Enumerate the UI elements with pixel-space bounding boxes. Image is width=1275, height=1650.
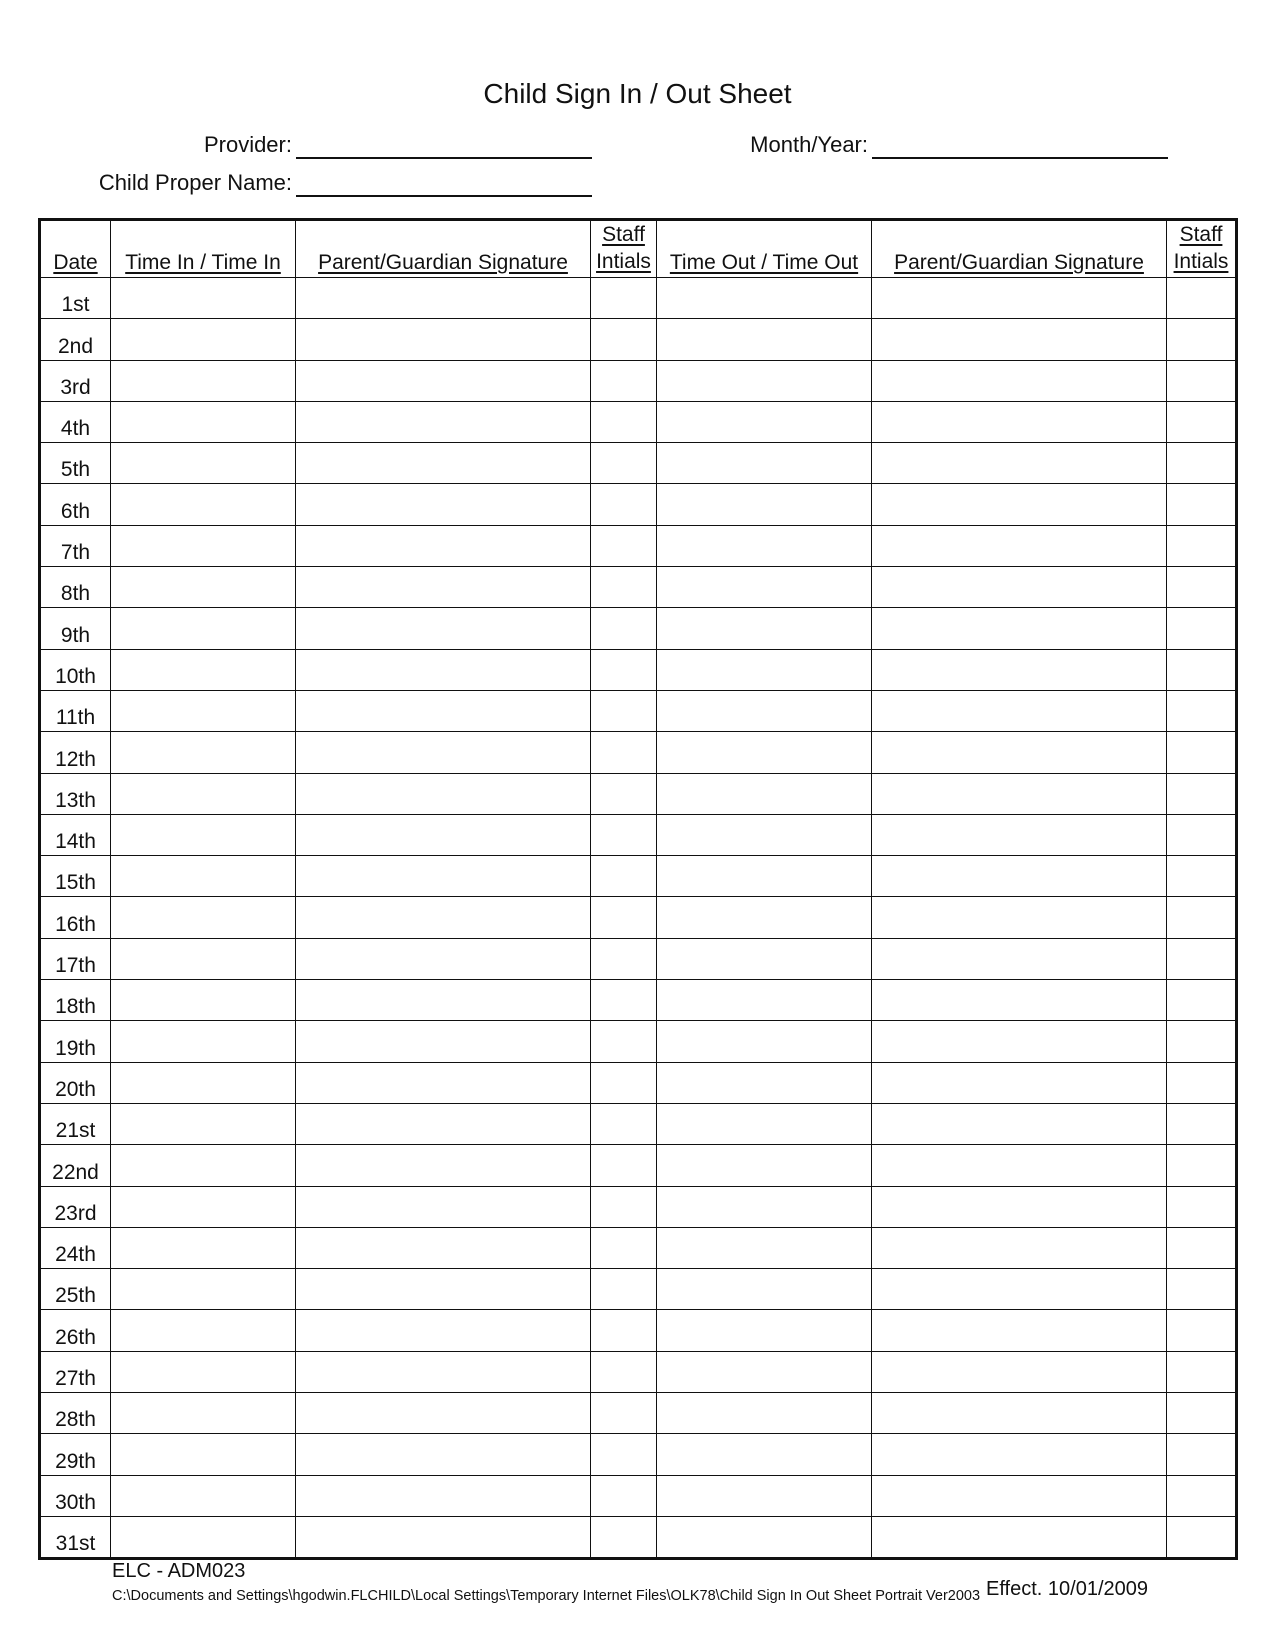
staff-initials-out-cell[interactable] [1167,1516,1237,1558]
staff-initials-in-cell[interactable] [591,1269,657,1310]
date-cell: 20th [40,1062,111,1103]
time-out-cell[interactable] [657,360,872,401]
parent-signature-in-cell[interactable] [296,319,591,360]
staff-initials-in-cell[interactable] [591,608,657,649]
time-in-cell[interactable] [111,608,296,649]
parent-signature-out-cell[interactable] [872,938,1167,979]
time-out-cell[interactable] [657,980,872,1021]
table-row [40,443,1237,484]
staff-initials-out-cell[interactable] [1167,1310,1237,1351]
parent-signature-in-cell[interactable] [296,1186,591,1227]
parent-signature-out-cell[interactable] [872,773,1167,814]
time-in-cell[interactable] [111,1227,296,1268]
table-row [40,1269,1237,1310]
table-row [40,360,1237,401]
file-path: C:\Documents and Settings\hgodwin.FLCHILD\Local Settings\Temporary Internet Files\OLK78\Child Sign In Out Sheet Portrait Ver2003 [112,1588,981,1604]
date-cell: 15th [40,856,111,897]
time-in-cell[interactable] [111,567,296,608]
parent-signature-out-cell[interactable] [872,443,1167,484]
parent-signature-out-cell[interactable] [872,897,1167,938]
staff-initials-out-cell[interactable] [1167,1269,1237,1310]
parent-signature-in-cell[interactable] [296,980,591,1021]
parent-signature-out-cell[interactable] [872,1351,1167,1392]
time-in-cell[interactable] [111,856,296,897]
staff-initials-out-cell[interactable] [1167,938,1237,979]
parent-signature-out-cell[interactable] [872,1021,1167,1062]
date-cell: 5th [40,443,111,484]
date-cell: 11th [40,690,111,731]
parent-signature-out-cell[interactable] [872,319,1167,360]
time-out-cell[interactable] [657,1103,872,1144]
time-out-cell[interactable] [657,1393,872,1434]
parent-signature-in-cell[interactable] [296,897,591,938]
table-row [40,814,1237,855]
time-in-cell[interactable] [111,1434,296,1475]
time-out-cell[interactable] [657,484,872,525]
table-row [40,1062,1237,1103]
parent-signature-in-cell[interactable] [296,1351,591,1392]
time-in-cell[interactable] [111,1269,296,1310]
staff-initials-in-cell[interactable] [591,773,657,814]
time-out-cell[interactable] [657,773,872,814]
parent-signature-in-cell[interactable] [296,608,591,649]
parent-signature-in-cell[interactable] [296,401,591,442]
date-cell: 23rd [40,1186,111,1227]
staff-initials-in-cell[interactable] [591,1186,657,1227]
time-out-cell[interactable] [657,1145,872,1186]
parent-signature-out-cell[interactable] [872,1434,1167,1475]
time-out-cell[interactable] [657,1062,872,1103]
staff-initials-in-cell[interactable] [591,1310,657,1351]
staff-initials-out-cell[interactable] [1167,608,1237,649]
table-row [40,1021,1237,1062]
time-in-cell[interactable] [111,897,296,938]
parent-signature-out-cell[interactable] [872,1062,1167,1103]
staff-initials-out-cell[interactable] [1167,567,1237,608]
parent-signature-in-cell[interactable] [296,732,591,773]
staff-initials-out-cell[interactable] [1167,773,1237,814]
parent-signature-in-cell[interactable] [296,567,591,608]
time-out-cell[interactable] [657,567,872,608]
table-row [40,1351,1237,1392]
parent-signature-in-cell[interactable] [296,1269,591,1310]
month-year-field[interactable] [872,157,1168,159]
staff-initials-out-cell[interactable] [1167,897,1237,938]
table-row [40,732,1237,773]
staff-initials-in-cell[interactable] [591,278,657,319]
child-name-field[interactable] [296,195,592,197]
time-out-cell[interactable] [657,1227,872,1268]
staff-initials-in-cell[interactable] [591,1062,657,1103]
date-cell: 24th [40,1227,111,1268]
date-cell: 26th [40,1310,111,1351]
table-row [40,1186,1237,1227]
staff-initials-in-cell[interactable] [591,1516,657,1558]
parent-signature-in-cell[interactable] [296,773,591,814]
date-cell: 10th [40,649,111,690]
time-out-cell[interactable] [657,1186,872,1227]
staff-initials-out-cell[interactable] [1167,732,1237,773]
staff-initials-out-cell[interactable] [1167,649,1237,690]
time-in-cell[interactable] [111,1062,296,1103]
date-cell: 28th [40,1393,111,1434]
staff-initials-out-cell[interactable] [1167,814,1237,855]
time-in-cell[interactable] [111,1351,296,1392]
parent-signature-in-cell[interactable] [296,278,591,319]
table-row [40,608,1237,649]
table-row [40,980,1237,1021]
month-year-label: Month/Year: [750,132,868,157]
parent-signature-out-cell[interactable] [872,1186,1167,1227]
table-row [40,525,1237,566]
form-code: ELC - ADM023 [112,1560,246,1582]
parent-signature-in-cell[interactable] [296,1393,591,1434]
parent-signature-out-cell[interactable] [872,649,1167,690]
staff-initials-out-cell[interactable] [1167,1227,1237,1268]
staff-initials-in-cell[interactable] [591,360,657,401]
parent-signature-out-cell[interactable] [872,1103,1167,1144]
staff-initials-out-cell[interactable] [1167,1062,1237,1103]
time-out-cell[interactable] [657,1310,872,1351]
staff-initials-in-cell[interactable] [591,1475,657,1516]
date-cell: 25th [40,1269,111,1310]
staff-initials-out-cell[interactable] [1167,1186,1237,1227]
time-out-cell[interactable] [657,443,872,484]
staff-initials-in-cell[interactable] [591,1145,657,1186]
time-in-cell[interactable] [111,1516,296,1558]
date-cell: 19th [40,1021,111,1062]
parent-signature-out-cell[interactable] [872,1145,1167,1186]
time-in-cell[interactable] [111,401,296,442]
time-in-cell[interactable] [111,278,296,319]
table-row [40,897,1237,938]
time-out-cell[interactable] [657,319,872,360]
staff-initials-out-cell[interactable] [1167,319,1237,360]
provider-label: Provider: [203,132,292,157]
effective-date [986,1578,1148,1601]
time-in-cell[interactable] [111,1393,296,1434]
staff-initials-in-cell[interactable] [591,980,657,1021]
time-out-cell[interactable] [657,938,872,979]
date-cell: 18th [40,980,111,1021]
staff-initials-in-cell[interactable] [591,814,657,855]
parent-signature-in-cell[interactable] [296,690,591,731]
date-cell: 14th [40,814,111,855]
table-row [40,690,1237,731]
parent-signature-out-cell[interactable] [872,484,1167,525]
staff-initials-in-cell[interactable] [591,319,657,360]
table-row [40,1434,1237,1475]
parent-signature-in-cell[interactable] [296,1145,591,1186]
table-row [40,649,1237,690]
date-cell: 8th [40,567,111,608]
parent-signature-out-cell[interactable] [872,360,1167,401]
parent-signature-out-cell[interactable] [872,1475,1167,1516]
table-row [40,773,1237,814]
date-cell: 7th [40,525,111,566]
parent-signature-in-cell[interactable] [296,484,591,525]
table-row [40,1393,1237,1434]
parent-signature-out-cell[interactable] [872,525,1167,566]
date-cell: 31st [40,1516,111,1558]
table-row [40,278,1237,319]
header-parent-signature-in: Parent/Guardian Signature [296,220,591,278]
staff-initials-out-cell[interactable] [1167,1393,1237,1434]
staff-initials-in-cell[interactable] [591,649,657,690]
staff-initials-out-cell[interactable] [1167,1145,1237,1186]
staff-initials-in-cell[interactable] [591,732,657,773]
parent-signature-in-cell[interactable] [296,1227,591,1268]
page-title: Child Sign In / Out Sheet [483,78,792,109]
parent-signature-out-cell[interactable] [872,980,1167,1021]
header-date: Date [40,220,111,278]
table-row [40,1145,1237,1186]
staff-initials-out-cell[interactable] [1167,1434,1237,1475]
date-cell: 6th [40,484,111,525]
parent-signature-in-cell[interactable] [296,443,591,484]
date-cell: 3rd [40,360,111,401]
staff-initials-out-cell[interactable] [1167,1475,1237,1516]
effective-date-value: 10/01/2009 [1047,1578,1148,1600]
time-in-cell[interactable] [111,443,296,484]
staff-initials-in-cell[interactable] [591,856,657,897]
staff-initials-out-cell[interactable] [1167,401,1237,442]
header-staff-initials-out: Staff Intials [1167,220,1237,278]
header-parent-signature-out: Parent/Guardian Signature [872,220,1167,278]
staff-initials-in-cell[interactable] [591,897,657,938]
date-cell: 9th [40,608,111,649]
table-row [40,1475,1237,1516]
staff-initials-out-cell[interactable] [1167,1351,1237,1392]
parent-signature-in-cell[interactable] [296,814,591,855]
time-in-cell[interactable] [111,484,296,525]
staff-initials-in-cell[interactable] [591,1021,657,1062]
time-out-cell[interactable] [657,1516,872,1558]
staff-initials-in-cell[interactable] [591,938,657,979]
table-row [40,1103,1237,1144]
date-cell: 22nd [40,1145,111,1186]
staff-initials-out-cell[interactable] [1167,980,1237,1021]
time-in-cell[interactable] [111,1475,296,1516]
parent-signature-in-cell[interactable] [296,1475,591,1516]
date-cell: 16th [40,897,111,938]
parent-signature-in-cell[interactable] [296,938,591,979]
parent-signature-out-cell[interactable] [872,608,1167,649]
table-header-row [40,220,1237,278]
staff-initials-in-cell[interactable] [591,1227,657,1268]
table-row [40,1310,1237,1351]
staff-initials-out-cell[interactable] [1167,1103,1237,1144]
parent-signature-in-cell[interactable] [296,360,591,401]
time-in-cell[interactable] [111,1310,296,1351]
time-in-cell[interactable] [111,649,296,690]
parent-signature-out-cell[interactable] [872,1393,1167,1434]
parent-signature-out-cell[interactable] [872,732,1167,773]
time-out-cell[interactable] [657,856,872,897]
parent-signature-out-cell[interactable] [872,690,1167,731]
sign-in-out-table [38,218,1238,1560]
parent-signature-out-cell[interactable] [872,278,1167,319]
staff-initials-out-cell[interactable] [1167,1021,1237,1062]
parent-signature-in-cell[interactable] [296,649,591,690]
parent-signature-in-cell[interactable] [296,856,591,897]
header-time-out: Time Out / Time Out [657,220,872,278]
staff-initials-in-cell[interactable] [591,1103,657,1144]
time-in-cell[interactable] [111,319,296,360]
table-row [40,856,1237,897]
parent-signature-out-cell[interactable] [872,1269,1167,1310]
staff-initials-in-cell[interactable] [591,525,657,566]
time-out-cell[interactable] [657,1475,872,1516]
staff-initials-out-cell[interactable] [1167,856,1237,897]
staff-initials-in-cell[interactable] [591,1393,657,1434]
staff-initials-out-cell[interactable] [1167,484,1237,525]
time-in-cell[interactable] [111,525,296,566]
parent-signature-in-cell[interactable] [296,1434,591,1475]
parent-signature-in-cell[interactable] [296,1310,591,1351]
time-out-cell[interactable] [657,690,872,731]
staff-initials-in-cell[interactable] [591,484,657,525]
provider-field[interactable] [296,157,592,159]
staff-initials-in-cell[interactable] [591,443,657,484]
parent-signature-out-cell[interactable] [872,856,1167,897]
time-out-cell[interactable] [657,732,872,773]
date-cell: 12th [40,732,111,773]
parent-signature-out-cell[interactable] [872,814,1167,855]
parent-signature-out-cell[interactable] [872,567,1167,608]
date-cell: 2nd [40,319,111,360]
time-in-cell[interactable] [111,980,296,1021]
time-out-cell[interactable] [657,814,872,855]
parent-signature-out-cell[interactable] [872,1516,1167,1558]
time-out-cell[interactable] [657,1021,872,1062]
parent-signature-out-cell[interactable] [872,1227,1167,1268]
staff-initials-out-cell[interactable] [1167,443,1237,484]
effective-label: Effect. [986,1578,1043,1600]
staff-initials-out-cell[interactable] [1167,278,1237,319]
staff-initials-out-cell[interactable] [1167,525,1237,566]
time-out-cell[interactable] [657,1269,872,1310]
parent-signature-in-cell[interactable] [296,1062,591,1103]
staff-initials-in-cell[interactable] [591,401,657,442]
time-out-cell[interactable] [657,608,872,649]
table-body [40,278,1237,1559]
time-in-cell[interactable] [111,360,296,401]
staff-initials-in-cell[interactable] [591,567,657,608]
parent-signature-in-cell[interactable] [296,525,591,566]
table-row [40,1227,1237,1268]
time-in-cell[interactable] [111,1021,296,1062]
date-cell: 29th [40,1434,111,1475]
child-name-label: Child Proper Name: [98,170,292,195]
table-row [40,1516,1237,1558]
parent-signature-out-cell[interactable] [872,1310,1167,1351]
time-in-cell[interactable] [111,1186,296,1227]
header-time-in: Time In / Time In [111,220,296,278]
date-cell: 17th [40,938,111,979]
staff-initials-in-cell[interactable] [591,1434,657,1475]
date-cell: 1st [40,278,111,319]
time-out-cell[interactable] [657,1434,872,1475]
table-row [40,567,1237,608]
table-row [40,401,1237,442]
table-row [40,319,1237,360]
staff-initials-out-cell[interactable] [1167,690,1237,731]
time-in-cell[interactable] [111,690,296,731]
parent-signature-in-cell[interactable] [296,1103,591,1144]
date-cell: 27th [40,1351,111,1392]
parent-signature-in-cell[interactable] [296,1021,591,1062]
time-out-cell[interactable] [657,278,872,319]
staff-initials-out-cell[interactable] [1167,360,1237,401]
header-staff-initials-in: Staff Intials [591,220,657,278]
date-cell: 30th [40,1475,111,1516]
table-row [40,938,1237,979]
table-row [40,484,1237,525]
time-out-cell[interactable] [657,897,872,938]
staff-initials-in-cell[interactable] [591,690,657,731]
time-out-cell[interactable] [657,649,872,690]
parent-signature-in-cell[interactable] [296,1516,591,1558]
time-in-cell[interactable] [111,814,296,855]
parent-signature-out-cell[interactable] [872,401,1167,442]
date-cell: 4th [40,401,111,442]
time-out-cell[interactable] [657,1351,872,1392]
time-in-cell[interactable] [111,732,296,773]
date-cell: 21st [40,1103,111,1144]
time-in-cell[interactable] [111,1103,296,1144]
time-in-cell[interactable] [111,1145,296,1186]
time-out-cell[interactable] [657,401,872,442]
time-in-cell[interactable] [111,773,296,814]
date-cell: 13th [40,773,111,814]
time-in-cell[interactable] [111,938,296,979]
time-out-cell[interactable] [657,525,872,566]
staff-initials-in-cell[interactable] [591,1351,657,1392]
